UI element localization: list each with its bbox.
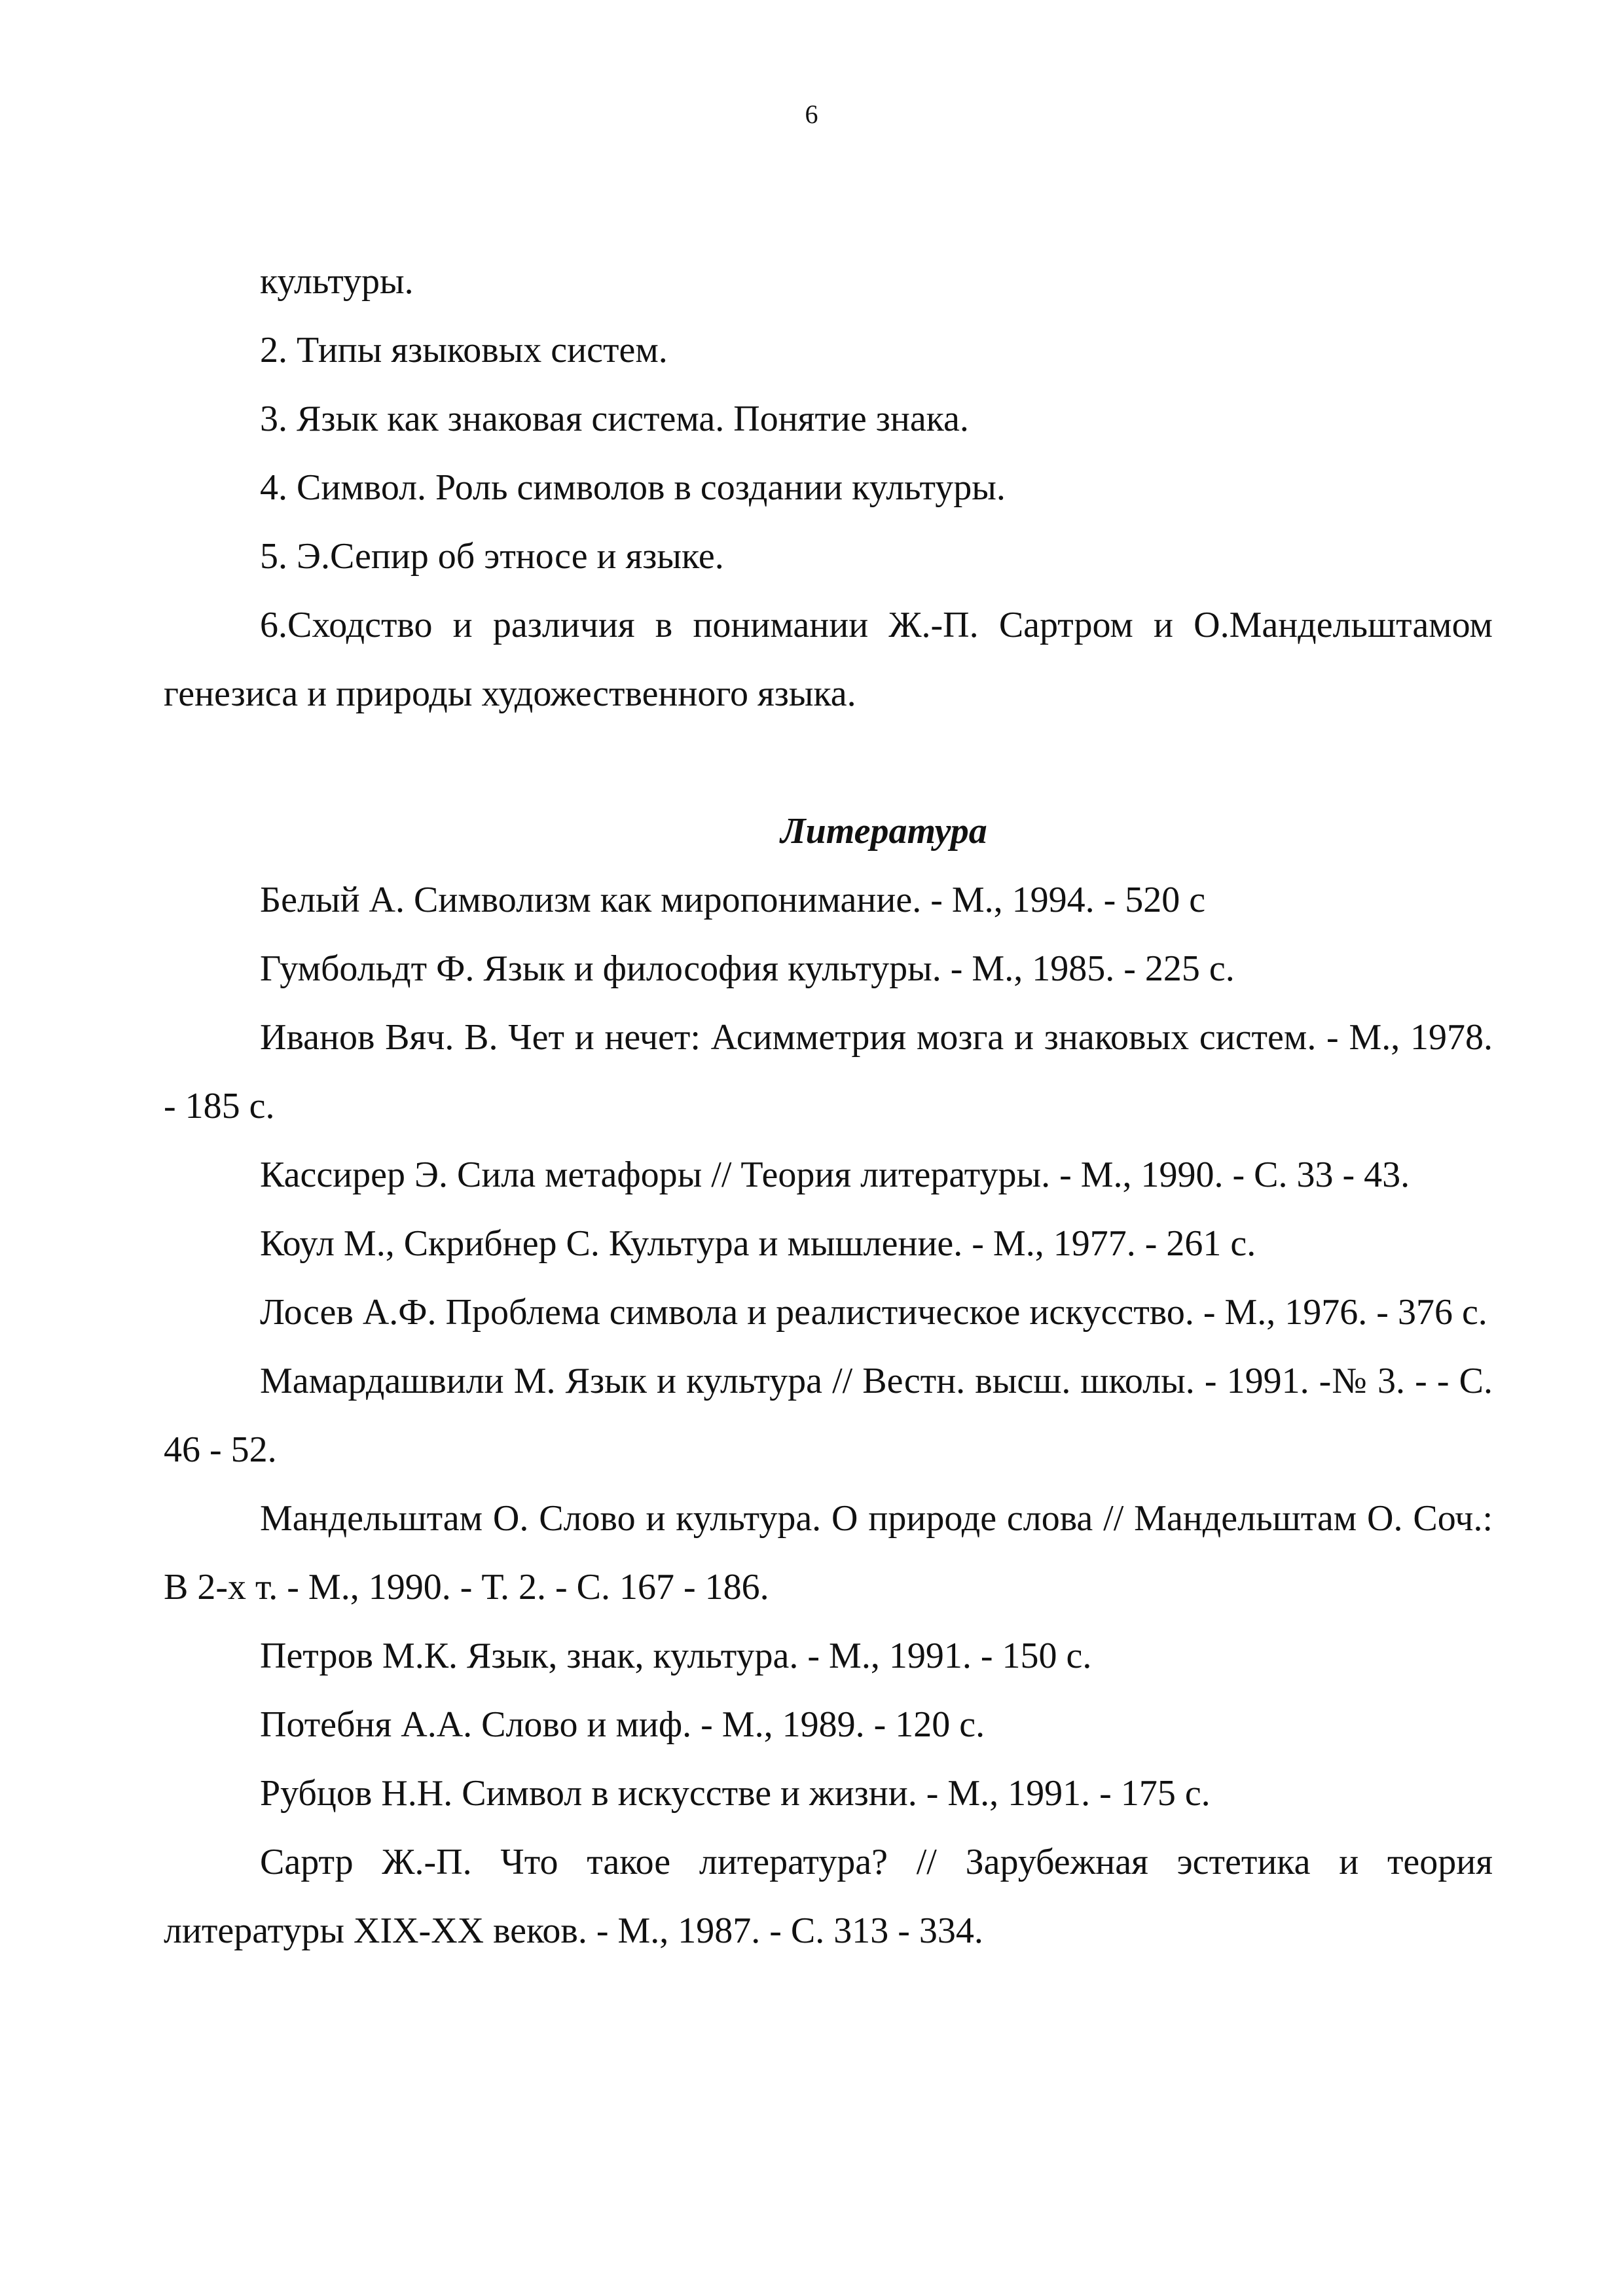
reference-item: Коул М., Скрибнер С. Культура и мышление. - М., 1977. - 261 с. bbox=[260, 1223, 1256, 1264]
reference-item: Потебня А.А. Слово и миф. - М., 1989. - 120 с. bbox=[260, 1704, 985, 1745]
reference-item: Белый А. Символизм как миропонимание. - М., 1994. - 520 с bbox=[260, 880, 1206, 920]
reference-item: Рубцов Н.Н. Символ в искусстве и жизни. - М., 1991. - 175 с. bbox=[260, 1773, 1211, 1814]
reference-item: Лосев А.Ф. Проблема символа и реалистическое искусство. - М., 1976. - 376 с. bbox=[260, 1292, 1487, 1333]
reference-item: Петров М.К. Язык, знак, культура. - М., 1991. - 150 с. bbox=[260, 1636, 1092, 1676]
reference-item: Кассирер Э. Сила метафоры // Теория литературы. - М., 1990. - С. 33 - 43. bbox=[260, 1155, 1410, 1195]
reference-item: Гумбольдт Ф. Язык и философия культуры. - М., 1985. - 225 с. bbox=[260, 948, 1235, 989]
reference-item: Мамардашвили М. Язык и культура // Вестн. высш. школы. - 1991. -№ 3. - - С. 46 - 52. bbox=[164, 1361, 1493, 1470]
page-number: 6 bbox=[805, 99, 818, 129]
question-item: 6.Сходство и различия в понимании Ж.-П. Сартром и О.Мандельштамом генезиса и природы художественного языка. bbox=[164, 605, 1493, 714]
document-body bbox=[164, 247, 1493, 1965]
question-item: 5. Э.Сепир об этносе и языке. bbox=[260, 536, 724, 577]
reference-item: Мандельштам О. Слово и культура. О природе слова // Мандельштам О. Соч.: В 2-х т. - М., 1990. - Т. 2. - С. 167 - 186. bbox=[164, 1498, 1493, 1607]
reference-item: Сартр Ж.-П. Что такое литература? // Зарубежная эстетика и теория литературы XIX-XX веков. - М., 1987. - С. 313 - 334. bbox=[164, 1842, 1493, 1951]
question-item: 4. Символ. Роль символов в создании культуры. bbox=[260, 467, 1006, 508]
question-item: 3. Язык как знаковая система. Понятие знака. bbox=[260, 399, 969, 439]
question-item: 2. Типы языковых систем. bbox=[260, 330, 668, 370]
literature-heading: Литература bbox=[780, 811, 987, 852]
reference-item: Иванов Вяч. В. Чет и нечет: Асимметрия мозга и знаковых систем. - М., 1978. - 185 с. bbox=[164, 1017, 1493, 1126]
question-item: культуры. bbox=[260, 261, 414, 302]
